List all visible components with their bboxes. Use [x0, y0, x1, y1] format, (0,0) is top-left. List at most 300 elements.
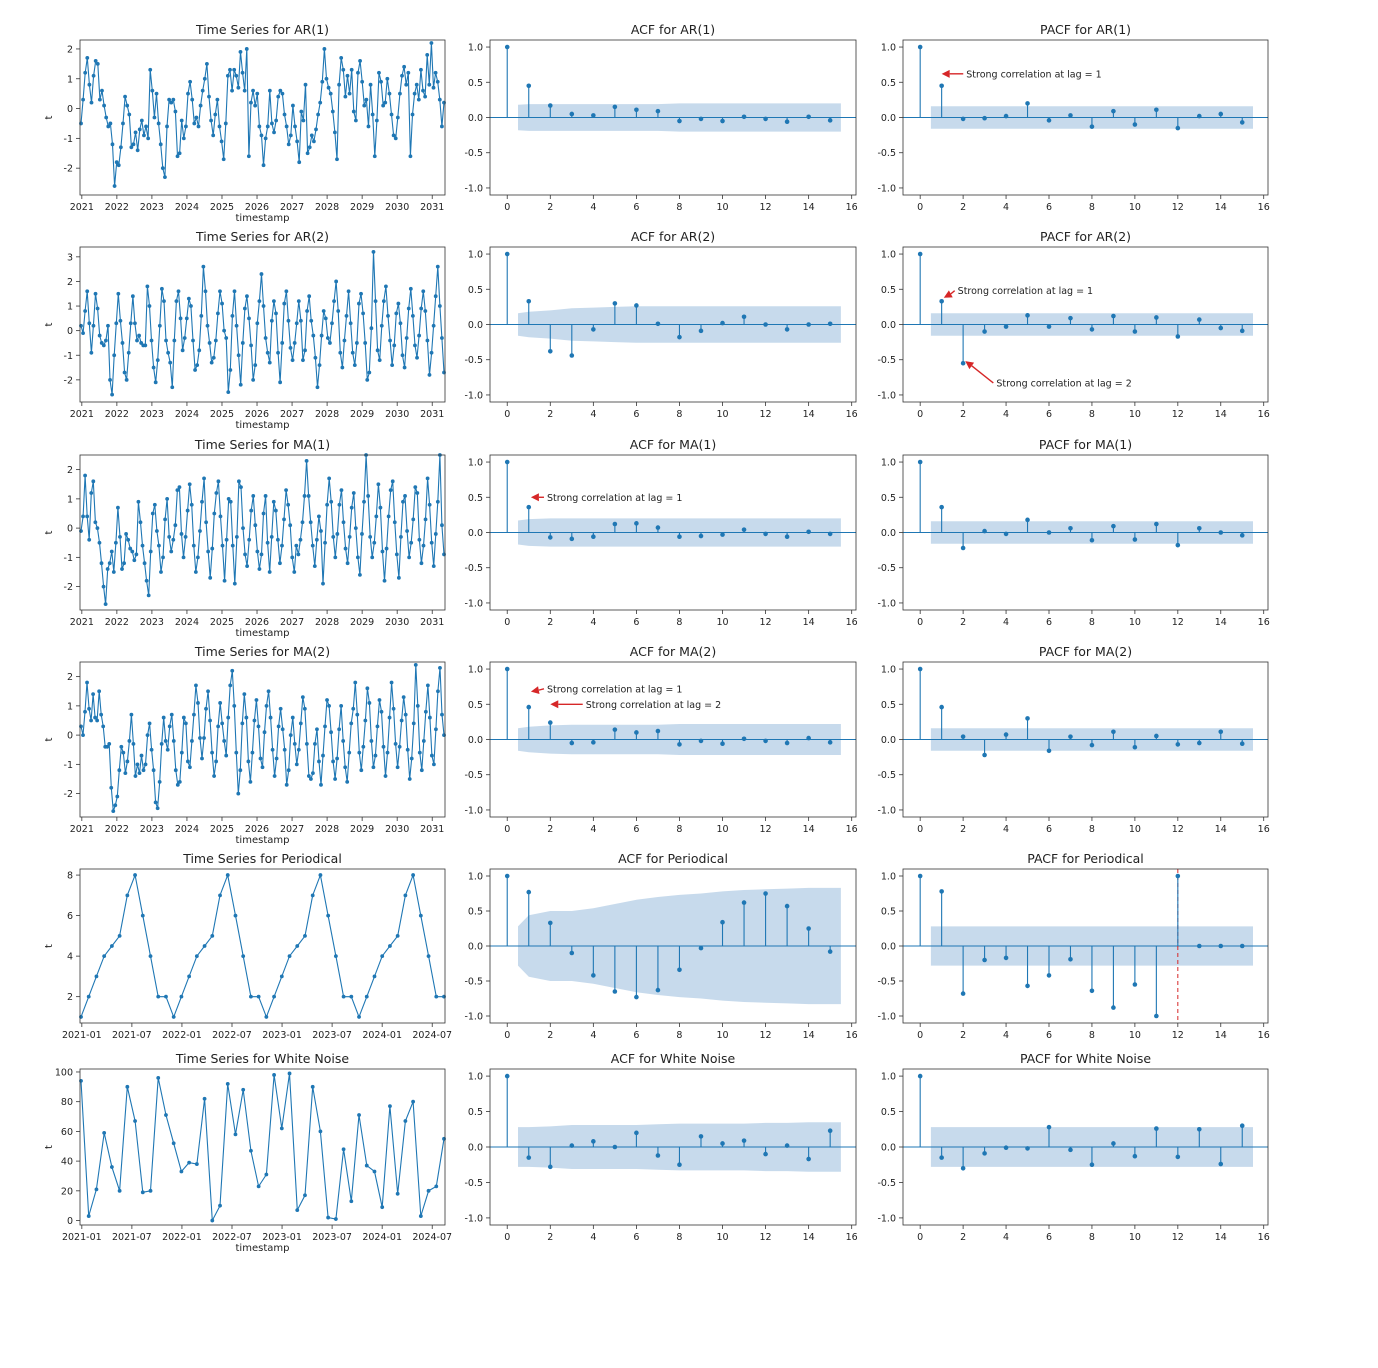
data-point [238, 768, 242, 772]
data-point [388, 339, 392, 343]
data-point [243, 553, 247, 557]
data-point [97, 689, 101, 693]
data-point [172, 739, 176, 743]
data-point [299, 538, 303, 542]
data-point [81, 733, 85, 737]
stem-marker [656, 525, 661, 530]
data-point [307, 494, 311, 498]
pacf-ar2-panel [877, 229, 1269, 420]
x-tick-label: 2021-01 [61, 1232, 102, 1243]
data-point [241, 526, 245, 530]
data-point [432, 324, 436, 328]
data-point [434, 727, 438, 731]
data-point [334, 954, 338, 958]
data-point [299, 110, 303, 114]
data-point [110, 1165, 114, 1169]
data-point [190, 739, 194, 743]
x-tick-label: 8 [1088, 202, 1095, 213]
x-tick-label: 2026 [244, 824, 270, 835]
data-point [233, 582, 237, 586]
data-point [164, 739, 168, 743]
x-tick-label: 16 [1257, 202, 1270, 213]
data-point [206, 324, 210, 328]
x-tick-label: 16 [845, 617, 858, 628]
data-point [291, 358, 295, 362]
x-tick-label: 0 [504, 617, 511, 628]
x-tick-label: 2023-01 [262, 1030, 302, 1041]
data-point [335, 757, 339, 761]
y-tick-label: 0.0 [880, 735, 896, 746]
data-point [418, 751, 422, 755]
data-point [130, 713, 134, 717]
y-tick-label: 2 [66, 276, 73, 288]
data-point [224, 122, 228, 126]
stem-marker [548, 720, 553, 725]
data-point [311, 544, 315, 548]
data-point [130, 550, 134, 554]
data-point [194, 570, 198, 574]
y-tick-label: 1.0 [467, 871, 483, 883]
x-tick-label: 16 [1257, 409, 1270, 420]
data-point [177, 289, 181, 293]
data-point [120, 567, 124, 571]
ts-white-noise-panel [44, 1051, 452, 1254]
data-point [354, 119, 358, 123]
data-point [287, 768, 291, 772]
stem-marker [828, 118, 833, 123]
stem-marker [1218, 944, 1223, 949]
data-point [125, 1085, 129, 1089]
data-point [309, 319, 313, 323]
y-tick-label: 0.5 [467, 1107, 483, 1119]
data-point [200, 757, 204, 761]
data-point [305, 742, 309, 746]
data-point [193, 368, 197, 372]
data-point [197, 348, 201, 352]
data-point [190, 98, 194, 102]
data-point [410, 757, 414, 761]
data-point [215, 98, 219, 102]
data-point [415, 83, 419, 87]
data-point [168, 361, 172, 365]
data-point [270, 535, 274, 539]
x-tick-label: 2026 [244, 617, 270, 628]
data-point [93, 520, 97, 524]
x-tick-label: 2021-07 [112, 1232, 152, 1243]
stem-marker [1047, 530, 1052, 535]
data-point [186, 760, 190, 764]
data-point [184, 125, 188, 129]
stem-marker [982, 116, 987, 121]
data-point [125, 104, 129, 108]
data-point [243, 89, 247, 93]
data-point [209, 119, 213, 123]
data-point [303, 934, 307, 938]
data-point [174, 768, 178, 772]
data-point [187, 297, 191, 301]
y-tick-label: 0.0 [467, 941, 483, 953]
data-point [192, 122, 196, 126]
data-point [140, 119, 144, 123]
ts-ar1-panel [44, 22, 446, 224]
data-point [309, 520, 313, 524]
data-point [228, 683, 232, 687]
ts-ar2-xlabel: timestamp [235, 420, 290, 431]
data-point [378, 698, 382, 702]
annotation-label: Strong correlation at lag = 1 [546, 684, 683, 696]
data-point [163, 175, 167, 179]
ts-ma1-xlabel: timestamp [235, 628, 290, 639]
data-point [102, 954, 106, 958]
data-point [438, 304, 442, 308]
data-point [345, 314, 349, 318]
y-tick-label: 0.5 [880, 77, 896, 89]
acf-ma2-title: ACF for MA(2) [629, 644, 717, 659]
y-tick-label: 0.0 [880, 113, 896, 124]
data-point [305, 459, 309, 463]
data-point [216, 724, 220, 728]
stem-marker [1068, 113, 1073, 118]
data-point [365, 1164, 369, 1168]
stem-marker [656, 729, 661, 734]
data-point [390, 363, 394, 367]
data-point [424, 710, 428, 714]
data-point [166, 351, 170, 355]
stem-marker [656, 109, 661, 114]
stem-marker [591, 740, 596, 745]
stem-marker [1111, 314, 1116, 319]
data-point [152, 768, 156, 772]
data-point [142, 768, 146, 772]
data-point [108, 561, 112, 565]
x-tick-label: 14 [802, 824, 815, 835]
data-point [228, 68, 232, 72]
data-point [403, 366, 407, 370]
y-tick-label: 1.0 [467, 42, 483, 54]
data-point [424, 517, 428, 521]
x-tick-label: 2027 [279, 202, 305, 213]
data-point [185, 316, 189, 320]
y-tick-label: -0.5 [877, 976, 896, 988]
stem-marker [763, 739, 768, 744]
x-tick-label: 16 [845, 824, 858, 835]
x-tick-label: 2027 [279, 617, 305, 628]
stem-marker [526, 705, 531, 710]
stem-marker [505, 874, 510, 879]
data-point [281, 92, 285, 96]
data-point [379, 506, 383, 510]
data-point [392, 344, 396, 348]
data-point [299, 319, 303, 323]
data-point [146, 733, 150, 737]
data-point [271, 748, 275, 752]
data-point [92, 324, 96, 328]
data-point [319, 783, 323, 787]
stem-marker [1004, 532, 1009, 537]
ts-periodical-panel [44, 851, 452, 1041]
data-point [249, 780, 253, 784]
data-point [187, 1161, 191, 1165]
data-point [329, 92, 333, 96]
data-point [226, 716, 230, 720]
data-point [156, 995, 160, 999]
stem-marker [634, 303, 639, 308]
x-tick-label: 16 [845, 1232, 858, 1243]
stem-marker [1068, 316, 1073, 321]
data-point [357, 302, 361, 306]
data-point [104, 339, 108, 343]
stem-marker [1025, 101, 1030, 106]
x-tick-label: 12 [759, 824, 772, 835]
data-point [356, 555, 360, 559]
stem-marker [1090, 124, 1095, 129]
stem-marker [961, 1166, 966, 1171]
data-point [432, 564, 436, 568]
data-point [119, 145, 123, 149]
stem-marker [1068, 957, 1073, 962]
data-point [327, 704, 331, 708]
stem-marker [548, 1165, 553, 1170]
y-tick-label: 0.5 [467, 906, 483, 918]
stem-marker [548, 921, 553, 926]
x-tick-label: 0 [917, 824, 924, 835]
data-point [165, 497, 169, 501]
data-point [430, 41, 434, 45]
x-tick-label: 6 [1045, 1232, 1053, 1243]
stem-marker [1240, 1123, 1245, 1128]
data-point [311, 334, 315, 338]
x-tick-label: 4 [1003, 202, 1010, 213]
x-tick-label: 2021 [69, 409, 94, 420]
stem-marker [1133, 122, 1138, 127]
data-point [218, 125, 222, 129]
data-point [440, 713, 444, 717]
stem-marker [505, 45, 510, 50]
data-point [342, 520, 346, 524]
data-point [291, 104, 295, 108]
data-point [371, 113, 375, 117]
data-point [201, 265, 205, 269]
ts-ma1-series-line [81, 455, 444, 604]
data-point [311, 1085, 315, 1089]
data-point [156, 1076, 160, 1080]
stem-marker [806, 736, 811, 741]
data-point [347, 751, 351, 755]
data-point [163, 517, 167, 521]
y-tick-label: 1.0 [880, 871, 896, 883]
data-point [87, 1214, 91, 1218]
data-point [144, 125, 148, 129]
data-point [149, 1189, 153, 1193]
data-point [438, 98, 442, 102]
data-point [428, 716, 432, 720]
data-point [89, 491, 93, 495]
stem-marker [1111, 1141, 1116, 1146]
x-tick-label: 2026 [244, 202, 270, 213]
data-point [198, 736, 202, 740]
data-point [142, 133, 146, 137]
data-point [95, 1187, 99, 1191]
y-tick-label: 0.5 [880, 492, 896, 504]
y-tick-label: 0.5 [880, 1107, 896, 1119]
data-point [426, 339, 430, 343]
stem-marker [1047, 748, 1052, 753]
ts-ar2-ylabel: t [44, 322, 55, 327]
data-point [234, 74, 238, 78]
ts-white-noise-series-line [81, 1074, 444, 1221]
data-point [151, 512, 155, 516]
data-point [89, 351, 93, 355]
data-point [249, 344, 253, 348]
data-point [419, 914, 423, 918]
data-point [257, 1184, 261, 1188]
data-point [317, 515, 321, 519]
stem-marker [677, 335, 682, 340]
data-point [394, 312, 398, 316]
data-point [309, 777, 313, 781]
data-point [260, 553, 264, 557]
stem-marker [939, 505, 944, 510]
x-tick-label: 2022-01 [162, 1232, 202, 1243]
data-point [145, 284, 149, 288]
annotation-arrow-head [942, 70, 950, 78]
x-tick-label: 0 [917, 1030, 924, 1041]
data-point [125, 760, 129, 764]
data-point [407, 555, 411, 559]
x-tick-label: 14 [802, 409, 815, 420]
data-point [323, 541, 327, 545]
stem-marker [1047, 1125, 1052, 1130]
y-tick-label: 1.0 [467, 457, 483, 469]
stem-marker [634, 107, 639, 112]
x-tick-label: 14 [1214, 617, 1227, 628]
stem-marker [656, 1153, 661, 1158]
data-point [221, 544, 225, 548]
data-point [376, 482, 380, 486]
data-point [198, 529, 202, 533]
data-point [305, 309, 309, 313]
data-point [273, 774, 277, 778]
acf-ma2-panel [464, 644, 857, 835]
data-point [421, 89, 425, 93]
y-tick-label: 4 [66, 951, 73, 963]
data-point [288, 954, 292, 958]
y-tick-label: 80 [60, 1097, 73, 1109]
x-tick-label: 0 [917, 1232, 924, 1243]
y-tick-label: 0.5 [467, 284, 483, 296]
annotation-label: Strong correlation at lag = 1 [546, 492, 683, 504]
data-point [370, 555, 374, 559]
data-point [269, 716, 273, 720]
x-tick-label: 2023 [139, 202, 164, 213]
data-point [89, 719, 93, 723]
stem-marker [677, 742, 682, 747]
data-point [396, 1192, 400, 1196]
data-point [299, 722, 303, 726]
data-point [210, 934, 214, 938]
y-tick-label: 3 [66, 252, 73, 264]
data-point [272, 299, 276, 303]
data-point [113, 803, 117, 807]
data-point [423, 309, 427, 313]
data-point [372, 250, 376, 254]
stem-marker [1154, 522, 1159, 527]
data-point [409, 541, 413, 545]
x-tick-label: 4 [590, 1232, 597, 1243]
x-tick-label: 2027 [279, 409, 305, 420]
data-point [272, 1073, 276, 1077]
data-point [417, 98, 421, 102]
x-tick-label: 6 [1045, 1030, 1053, 1041]
data-point [121, 751, 125, 755]
y-tick-label: 40 [60, 1156, 73, 1168]
data-point [325, 503, 329, 507]
x-tick-label: 2021 [69, 617, 94, 628]
data-point [125, 893, 129, 897]
stem-marker [613, 301, 618, 306]
data-point [119, 319, 123, 323]
data-point [161, 555, 165, 559]
data-point [362, 104, 366, 108]
data-point [326, 914, 330, 918]
x-tick-label: 10 [716, 824, 729, 835]
x-tick-label: 6 [1045, 617, 1053, 628]
stem-marker [699, 739, 704, 744]
data-point [179, 316, 183, 320]
x-tick-label: 2023-07 [312, 1030, 352, 1041]
data-point [127, 351, 131, 355]
data-point [358, 573, 362, 577]
data-point [158, 780, 162, 784]
x-tick-label: 14 [802, 202, 815, 213]
data-point [374, 299, 378, 303]
y-tick-label: -2 [63, 375, 73, 387]
data-point [275, 757, 279, 761]
y-tick-label: -0.5 [464, 563, 483, 575]
y-tick-label: -1.0 [877, 183, 896, 195]
x-tick-label: 4 [590, 409, 597, 420]
stem-marker [570, 112, 575, 117]
data-point [210, 547, 214, 551]
stem-marker [591, 113, 596, 118]
data-point [357, 1113, 361, 1117]
x-tick-label: 2031 [420, 409, 445, 420]
stem-marker [1197, 526, 1202, 531]
y-tick-label: 20 [60, 1186, 73, 1198]
data-point [98, 541, 102, 545]
data-point [96, 526, 100, 530]
x-tick-label: 2024-07 [412, 1030, 453, 1041]
stem-marker [1176, 126, 1181, 131]
y-tick-label: -0.5 [464, 1177, 483, 1189]
data-point [237, 353, 241, 357]
x-tick-label: 2022 [104, 409, 129, 420]
data-point [228, 368, 232, 372]
x-tick-label: 6 [633, 1030, 640, 1041]
stem-marker [613, 989, 618, 994]
stem-marker [763, 891, 768, 896]
y-tick-label: 2 [66, 672, 73, 684]
data-point [295, 944, 299, 948]
data-point [241, 71, 245, 75]
data-point [338, 503, 342, 507]
stem-marker [634, 1131, 639, 1136]
data-point [380, 324, 384, 328]
x-tick-label: 16 [845, 409, 858, 420]
stem-marker [570, 951, 575, 956]
ts-white-noise-title: Time Series for White Noise [175, 1051, 350, 1066]
x-tick-label: 16 [1257, 1232, 1270, 1243]
